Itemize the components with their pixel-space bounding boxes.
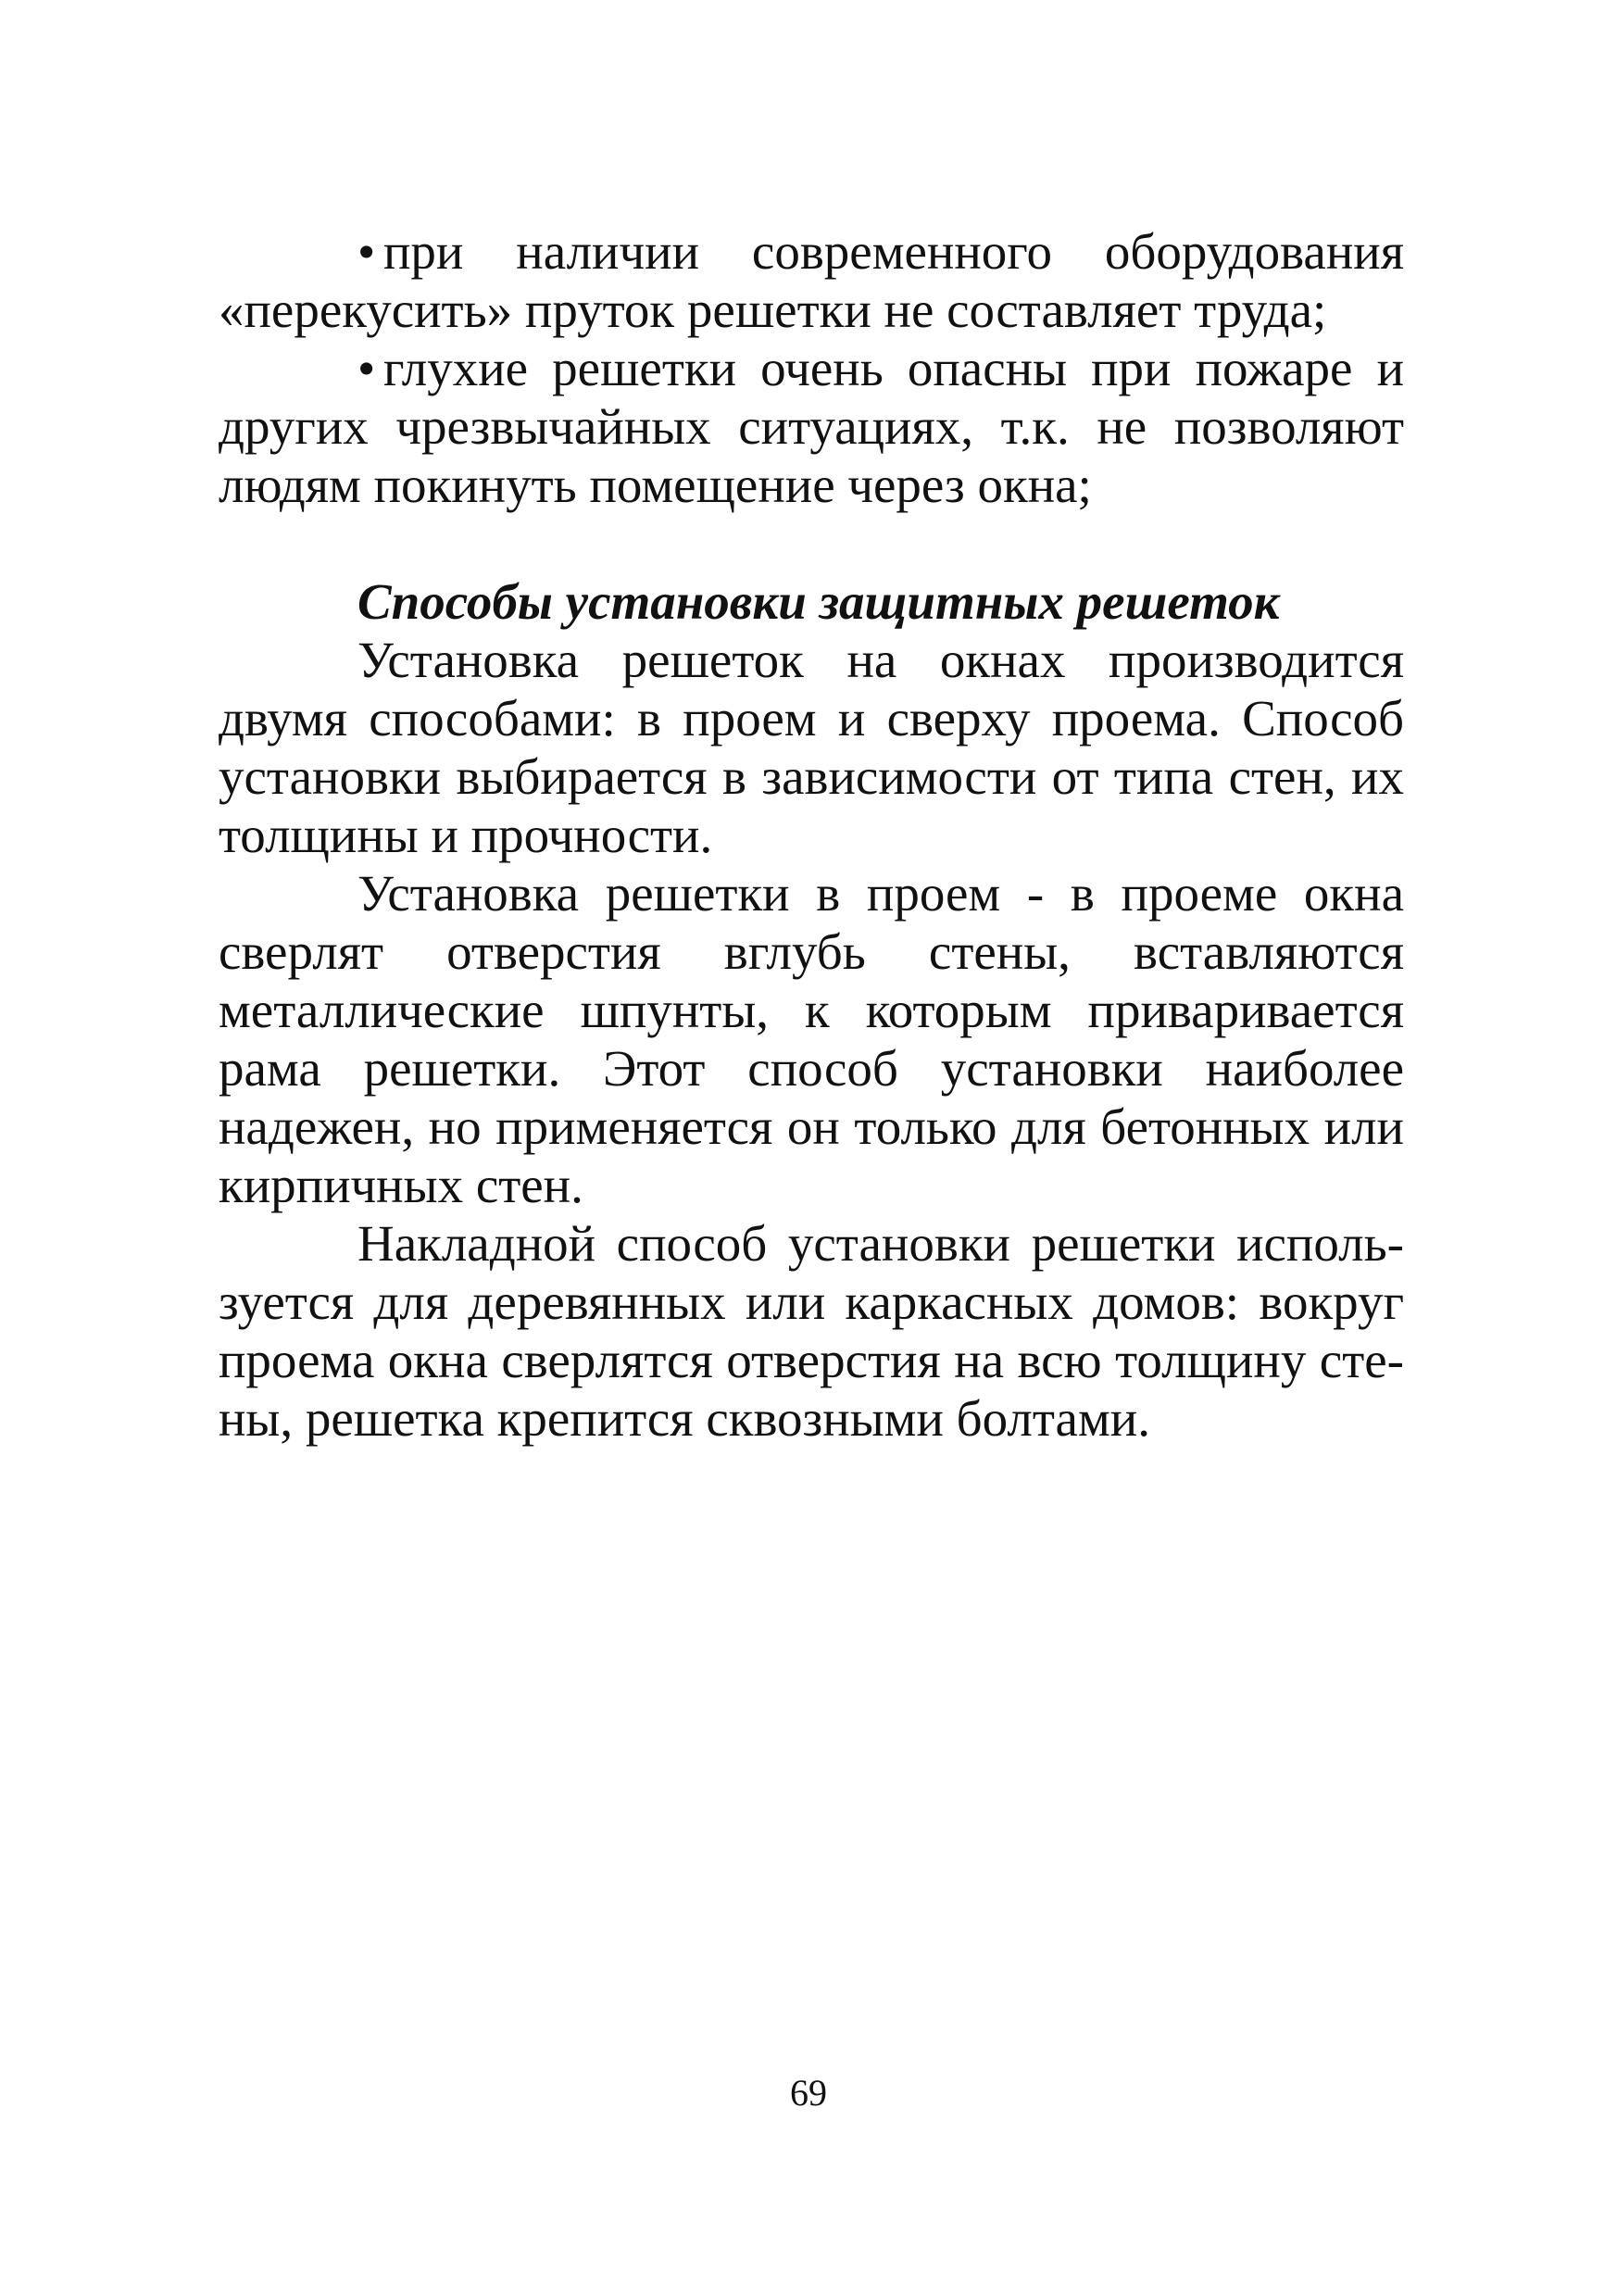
bullet-text-1: при наличии современного оборудования «перекусить» пруток решетки не составляет труда; xyxy=(219,223,1404,338)
paragraph-3: Накладной способ установки решетки используется для деревянных или каркасных домов: вокруг проема окна сверлятся отверстия на всю толщину стены, решетка крепится сквозными болтами. xyxy=(219,1215,1404,1447)
bullet-marker-1: • xyxy=(357,223,376,280)
bullet-item-2 xyxy=(219,339,1404,514)
bullet-marker-2: • xyxy=(357,340,376,396)
page-body xyxy=(219,222,1404,1448)
paragraph-2: Установка решетки в проем - в проеме окна сверлят отверстия вглубь стены, вставляются металлические шпунты, к которым приваривается рама решетки. Этот способ установки наиболее надежен, но применяется он только для бетонных или кирпичных стен. xyxy=(219,865,1404,1213)
paragraph-1: Установка решеток на окнах производится двумя способами: в проем и сверху проема. Способ установки выбирается в зависимости от типа стен, их толщины и прочности. xyxy=(219,632,1404,863)
section-heading: Способы установки защитных решеток xyxy=(357,573,1280,630)
page-number: 69 xyxy=(790,2072,827,2114)
section-spacer xyxy=(219,514,1404,572)
bullet-text-2: глухие решетки очень опасны при пожаре и других чрезвычайных ситуациях, т.к. не позволяют людям покинуть помещение через окна; xyxy=(219,340,1404,513)
bullet-item-1 xyxy=(219,222,1404,339)
